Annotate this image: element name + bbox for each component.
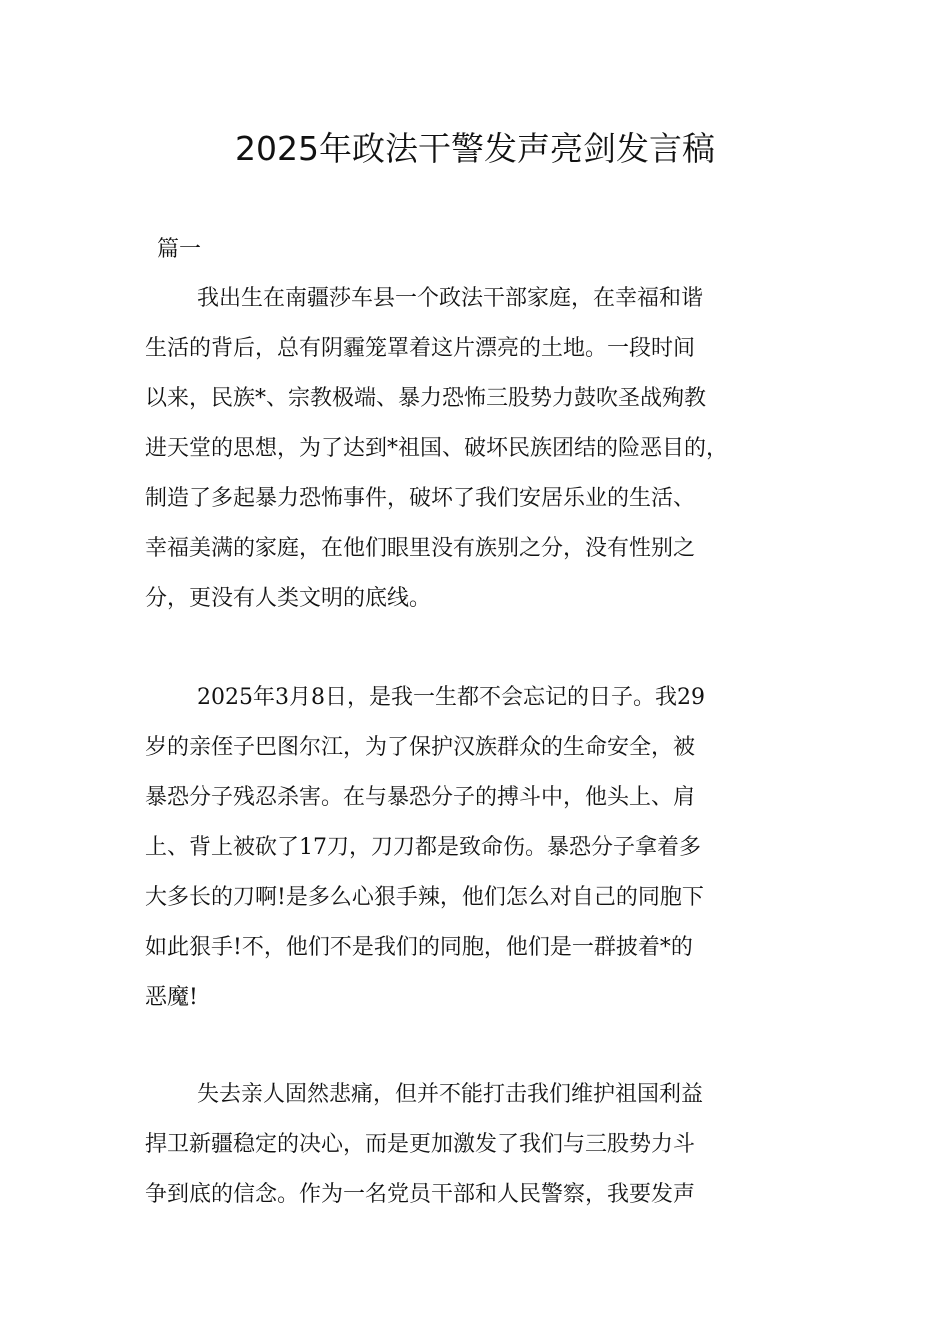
paragraph-2 (145, 673, 825, 1023)
paragraph-line: 制造了多起暴力恐怖事件，破坏了我们安居乐业的生活、 (145, 486, 696, 511)
paragraph-1 (145, 274, 825, 624)
paragraph-line: 岁的亲侄子巴图尔江，为了保护汉族群众的生命安全，被 (145, 735, 696, 760)
paragraph-line: 以来，民族*、宗教极端、暴力恐怖三股势力鼓吹圣战殉教 (145, 386, 707, 411)
paragraph-line: 捍卫新疆稳定的决心，而是更加激发了我们与三股势力斗 (145, 1132, 696, 1157)
paragraph-3 (145, 1070, 825, 1220)
document-title: 2025年政法干警发声亮剑发言稿 (235, 129, 715, 168)
paragraph-line: 分，更没有人类文明的底线。 (145, 586, 432, 611)
paragraph-line: 大多长的刀啊!是多么心狠手辣，他们怎么对自己的同胞下 (145, 885, 704, 910)
paragraph-line: 进天堂的思想，为了达到*祖国、破坏民族团结的险恶目的， (145, 436, 729, 461)
paragraph-line: 上、背上被砍了17刀，刀刀都是致命伤。暴恐分子拿着多 (145, 835, 701, 860)
paragraph-line: 幸福美满的家庭，在他们眼里没有族别之分，没有性别之 (145, 536, 696, 561)
paragraph-line: 争到底的信念。作为一名党员干部和人民警察，我要发声 (145, 1182, 696, 1207)
paragraph-line: 恶魔! (145, 985, 198, 1010)
paragraph-line: 暴恐分子残忍杀害。在与暴恐分子的搏斗中，他头上、肩 (145, 785, 696, 810)
paragraph-line: 如此狠手!不，他们不是我们的同胞，他们是一群披着*的 (145, 935, 693, 960)
section-label: 篇一 (157, 237, 202, 262)
paragraph-line: 2025年3月8日，是我一生都不会忘记的日子。我29 (197, 685, 705, 710)
paragraph-line: 生活的背后，总有阴霾笼罩着这片漂亮的土地。一段时间 (145, 336, 696, 361)
paragraph-line: 失去亲人固然悲痛，但并不能打击我们维护祖国利益 (197, 1082, 704, 1107)
paragraph-line: 我出生在南疆莎车县一个政法干部家庭，在幸福和谐 (197, 286, 704, 311)
